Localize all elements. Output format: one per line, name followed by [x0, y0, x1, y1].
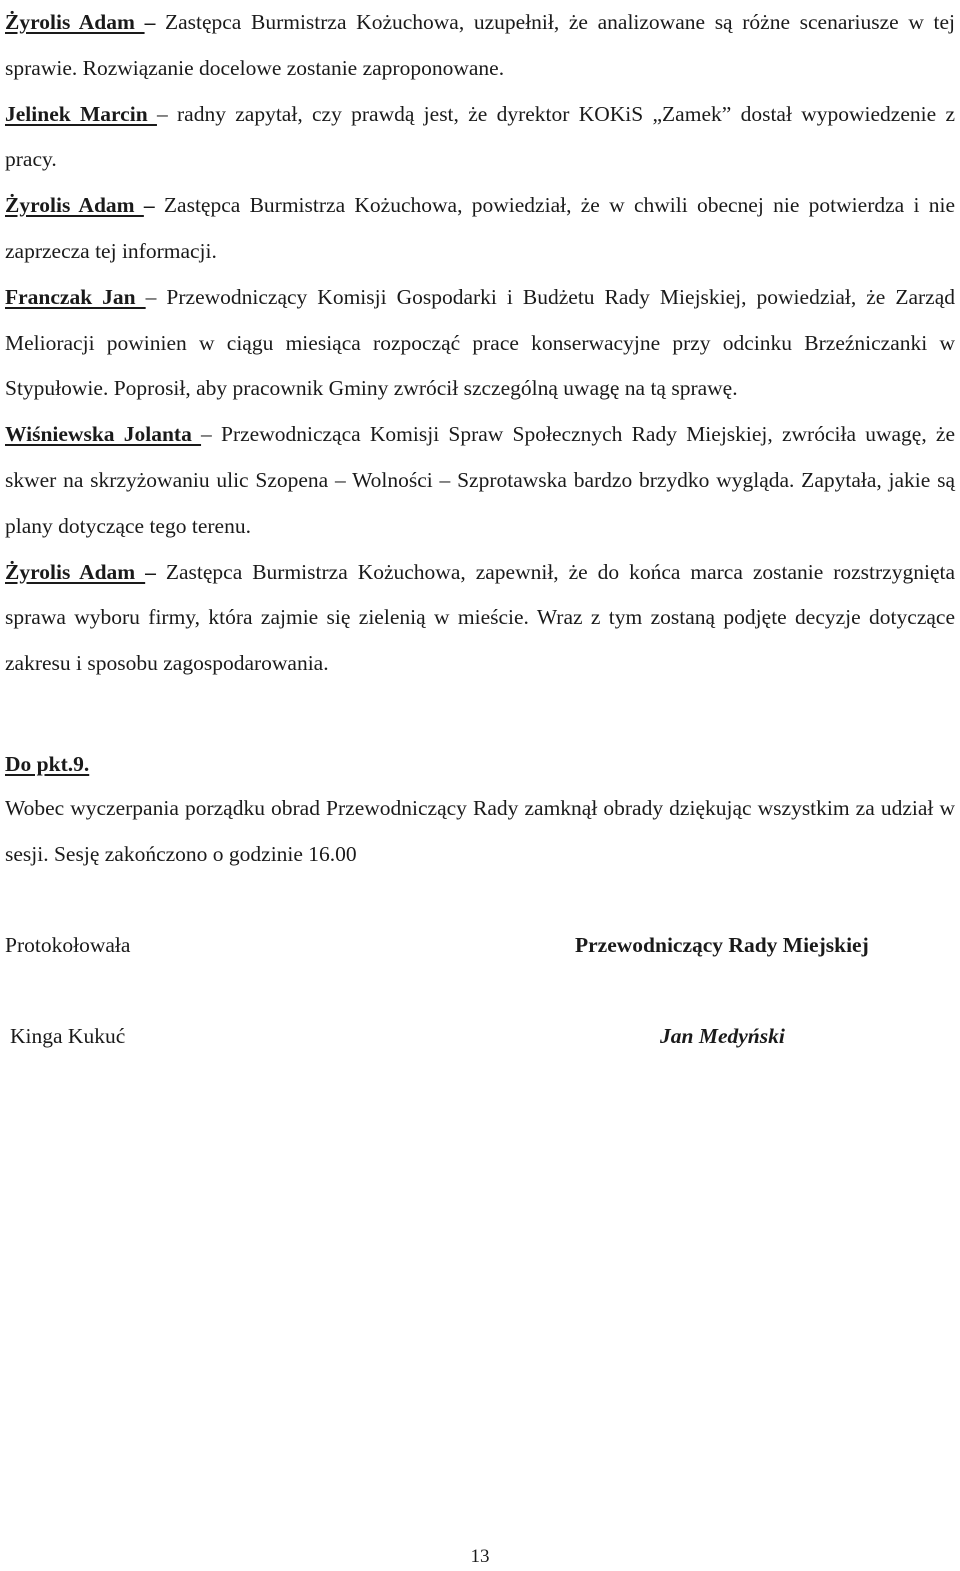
paragraph-text: radny zapytał, czy prawdą jest, że dyrektor KOKiS „Zamek” dostał wypowiedzenie z pracy.: [5, 101, 955, 172]
document-page: [5, 0, 956, 1048]
paragraph-text: Przewodnicząca Komisji Spraw Społecznych Rady Miejskiej, zwróciła uwagę, że skwer na skrzyżowaniu ulic Szopena – Wolności – Szprotawska bardzo brzydko wygląda. Zapytała, jakie są plany dotyczące tego terenu.: [5, 422, 955, 538]
speaker-dash: –: [156, 101, 168, 126]
signature-right-name: Jan Medyński: [660, 1024, 785, 1048]
paragraph-franczak: [5, 275, 955, 412]
speaker-name: Żyrolis Adam: [5, 559, 146, 584]
paragraph-jelinek: [5, 92, 955, 184]
paragraph-zyrolis-1: [5, 0, 955, 92]
speaker-name: Żyrolis Adam: [5, 193, 144, 218]
signature-right-role: Przewodniczący Rady Miejskiej: [575, 933, 869, 957]
paragraph-zyrolis-3: [5, 550, 955, 687]
speaker-name: Żyrolis Adam: [5, 10, 145, 34]
speaker-dash: –: [201, 422, 212, 447]
paragraph-text: Przewodniczący Komisji Gospodarki i Budżetu Rady Miejskiej, powiedział, że Zarząd Melioracji powinien w ciągu miesiąca rozpocząć prace konserwacyjne przy odcinku Brzeźniczanki w Stypułowie. Poprosił, aby pracownik Gminy zwrócił szczególną uwagę na tą sprawę.: [5, 284, 956, 401]
speaker-name: Franczak Jan: [5, 284, 146, 309]
paragraph-text: Zastępca Burmistrza Kożuchowa, powiedział, że w chwili obecnej nie potwierdza i nie zaprzecza tej informacji.: [5, 193, 956, 263]
section-heading: Do pkt.9.: [5, 752, 90, 776]
closing-paragraph: Wobec wyczerpania porządku obrad Przewodniczący Rady zamknął obrady dziękując wszystkim za udział w sesji. Sesję zakończono o godzinie 16.00: [5, 796, 955, 866]
speaker-name: Jelinek Marcin: [5, 101, 157, 126]
dialogue-block: [5, 0, 955, 687]
signature-left-role: Protokołowała: [5, 933, 131, 957]
speaker-dash: –: [145, 284, 157, 309]
paragraph-text: Zastępca Burmistrza Kożuchowa, uzupełnił, że analizowane są różne scenariusze w tej sprawie. Rozwiązanie docelowe zostanie zaproponowane.: [5, 10, 956, 80]
speaker-dash: –: [145, 559, 156, 584]
page-number: 13: [470, 1546, 490, 1567]
paragraph-wisniewska: [5, 412, 955, 549]
paragraph-zyrolis-2: [5, 183, 955, 275]
speaker-dash: –: [144, 10, 156, 34]
signature-left-name: Kinga Kukuć: [10, 1024, 126, 1048]
paragraph-text: Zastępca Burmistrza Kożuchowa, zapewnił, że do końca marca zostanie rozstrzygnięta sprawa wyboru firmy, która zajmie się zielenią w mieście. Wraz z tym zostaną podjęte decyzje dotyczące zakresu i sposobu zagospodarowania.: [5, 559, 955, 676]
speaker-dash: –: [143, 193, 155, 218]
speaker-name: Wiśniewska Jolanta: [5, 422, 202, 447]
